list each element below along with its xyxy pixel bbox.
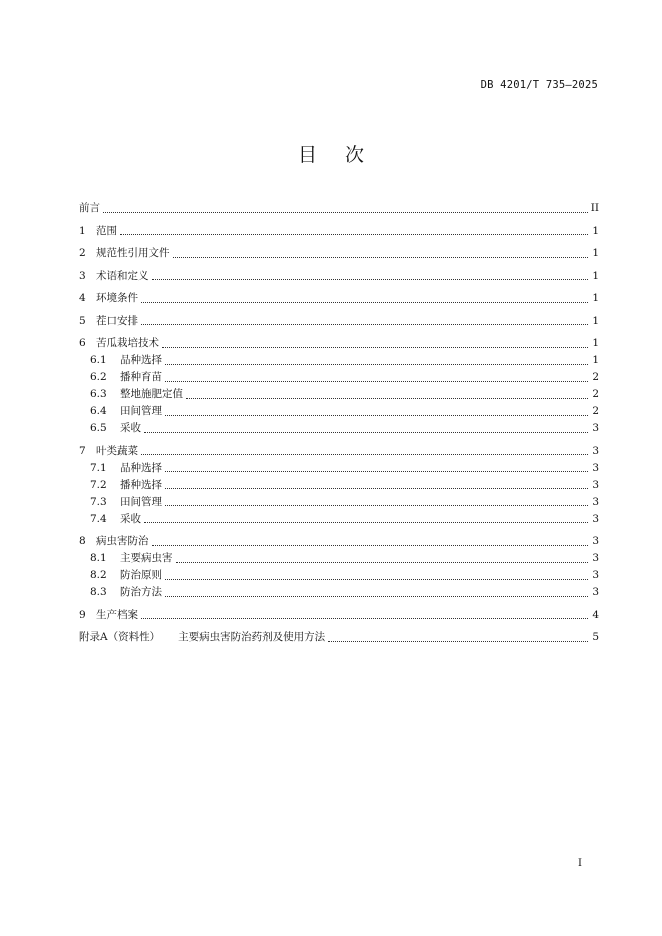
toc-entry-7-4[interactable]: [79, 511, 599, 528]
toc-entry-number: 6.5: [90, 422, 107, 434]
document-number: DB 4201/T 735—2025: [480, 79, 598, 91]
toc-leader-dots: [173, 249, 589, 259]
toc-entry-number: 6.3: [90, 388, 107, 400]
toc-entry-page: 4: [592, 608, 599, 621]
toc-entry-8[interactable]: [79, 533, 599, 550]
toc-entry-7-1[interactable]: [79, 460, 599, 477]
toc-entry-6-2[interactable]: [79, 369, 599, 386]
toc-leader-dots: [141, 446, 588, 456]
toc-entry-title: 病虫害防治: [96, 535, 149, 547]
toc-entry-5[interactable]: [79, 313, 599, 330]
toc-entry-number: 7.4: [90, 512, 107, 525]
toc-entry-page: 2: [592, 371, 599, 383]
toc-entry-6-3[interactable]: [79, 386, 599, 403]
toc-entry-6-1[interactable]: [79, 352, 599, 369]
toc-leader-dots: [152, 271, 589, 281]
table-of-contents: [79, 200, 599, 646]
toc-leader-dots: [152, 537, 589, 547]
toc-entry-2[interactable]: [79, 245, 599, 262]
toc-title: 目次: [297, 144, 392, 166]
toc-entry-title: 田间管理: [120, 495, 162, 508]
toc-entry-number: 4: [79, 292, 86, 304]
toc-entry-number: 3: [79, 269, 86, 282]
toc-entry-title: 规范性引用文件: [96, 247, 170, 259]
toc-entry-page: 2: [592, 388, 599, 400]
toc-leader-dots: [186, 390, 588, 400]
toc-entry-number: 6.4: [90, 405, 107, 417]
toc-entry-page: 1: [592, 354, 599, 366]
toc-entry-6[interactable]: [79, 335, 599, 352]
toc-entry-8-2[interactable]: [79, 567, 599, 584]
toc-entry-page: 3: [592, 586, 599, 598]
toc-leader-dots: [165, 407, 588, 417]
toc-leader-dots: [328, 633, 588, 643]
toc-leader-dots: [165, 373, 588, 383]
toc-leader-dots: [165, 571, 588, 581]
toc-entry-title: 田间管理: [120, 405, 162, 417]
toc-entry-page: 1: [592, 292, 599, 304]
toc-leader-dots: [103, 204, 588, 214]
toc-entry-number: 7.1: [90, 461, 107, 474]
toc-entry-foreword[interactable]: [79, 200, 599, 217]
toc-entry-title: 术语和定义: [96, 269, 149, 282]
toc-entry-number: 7.3: [90, 495, 107, 508]
footer-page-number: I: [578, 858, 582, 869]
toc-entry-title: 防治原则: [120, 569, 162, 581]
toc-entry-title: 茬口安排: [96, 314, 138, 327]
toc-leader-dots: [165, 356, 588, 366]
toc-entry-7-2[interactable]: [79, 477, 599, 494]
toc-leader-dots: [165, 588, 588, 598]
toc-entry-number: 6: [79, 337, 86, 349]
toc-entry-title: 范围: [96, 224, 117, 237]
toc-entry-number: 2: [79, 247, 86, 259]
toc-entry-page: 5: [592, 631, 599, 643]
toc-entry-number: 5: [79, 314, 86, 327]
toc-entry-7[interactable]: [79, 443, 599, 460]
toc-leader-dots: [165, 497, 588, 507]
toc-entry-page: 3: [592, 535, 599, 547]
toc-entry-8-1[interactable]: [79, 550, 599, 567]
toc-entry-title: 品种选择: [120, 354, 162, 366]
toc-entry-page: 1: [592, 269, 599, 282]
toc-leader-dots: [165, 463, 588, 473]
toc-entry-title: 品种选择: [120, 461, 162, 474]
toc-leader-dots: [144, 424, 588, 434]
toc-leader-dots: [165, 480, 588, 490]
toc-entry-title: 叶类蔬菜: [96, 444, 138, 457]
toc-entry-title: 采收: [120, 422, 141, 434]
toc-entry-page: 3: [592, 461, 599, 474]
toc-leader-dots: [120, 226, 588, 236]
toc-entry-8-3[interactable]: [79, 584, 599, 601]
toc-entry-page: II: [590, 202, 599, 214]
toc-entry-number: 6.1: [90, 354, 107, 366]
toc-entry-number: 7.2: [90, 478, 107, 491]
toc-entry-number: 8: [79, 535, 86, 547]
toc-entry-title: 整地施肥定值: [120, 388, 183, 400]
toc-entry-appendix-a[interactable]: [79, 629, 599, 646]
toc-leader-dots: [141, 294, 588, 304]
toc-entry-page: 3: [592, 552, 599, 564]
toc-entry-number: 6.2: [90, 371, 107, 383]
toc-entry-page: 2: [592, 405, 599, 417]
toc-entry-title: 主要病虫害: [120, 552, 173, 564]
toc-entry-page: 3: [592, 478, 599, 491]
toc-entry-page: 1: [592, 337, 599, 349]
toc-entry-page: 3: [592, 495, 599, 508]
toc-entry-title: 播种选择: [120, 478, 162, 491]
toc-entry-title: 环境条件: [96, 292, 138, 304]
toc-entry-number: 8.3: [90, 586, 107, 598]
toc-entry-7-3[interactable]: [79, 494, 599, 511]
toc-entry-page: 3: [592, 512, 599, 525]
toc-entry-page: 1: [592, 247, 599, 259]
toc-entry-title: 防治方法: [120, 586, 162, 598]
toc-leader-dots: [162, 339, 588, 349]
toc-leader-dots: [141, 610, 588, 620]
toc-leader-dots: [141, 316, 588, 326]
toc-entry-page: 3: [592, 569, 599, 581]
toc-entry-9[interactable]: [79, 607, 599, 624]
toc-entry-number: 9: [79, 608, 86, 621]
toc-entry-page: 1: [592, 314, 599, 327]
toc-entry-1[interactable]: [79, 223, 599, 240]
toc-entry-title: 苦瓜栽培技术: [96, 337, 159, 349]
toc-entry-title: 主要病虫害防治药剂及使用方法: [178, 631, 326, 643]
toc-entry-title: 采收: [120, 512, 141, 525]
toc-entry-3[interactable]: [79, 268, 599, 285]
toc-entry-title: 前言: [79, 202, 100, 214]
toc-entry-6-4[interactable]: [79, 403, 599, 420]
toc-entry-number: 1: [79, 224, 86, 237]
toc-entry-page: 1: [592, 224, 599, 237]
toc-leader-dots: [144, 514, 588, 524]
toc-entry-page: 3: [592, 422, 599, 434]
toc-entry-page: 3: [592, 444, 599, 457]
toc-entry-number: 7: [79, 444, 86, 457]
toc-entry-number: 8.2: [90, 569, 107, 581]
toc-entry-title: 播种育苗: [120, 371, 162, 383]
toc-entry-title: 生产档案: [96, 608, 138, 621]
toc-leader-dots: [176, 554, 589, 564]
toc-entry-4[interactable]: [79, 290, 599, 307]
toc-entry-number: 8.1: [90, 552, 107, 564]
toc-entry-6-5[interactable]: [79, 420, 599, 437]
toc-entry-number: 附录A（资料性）: [79, 631, 161, 643]
